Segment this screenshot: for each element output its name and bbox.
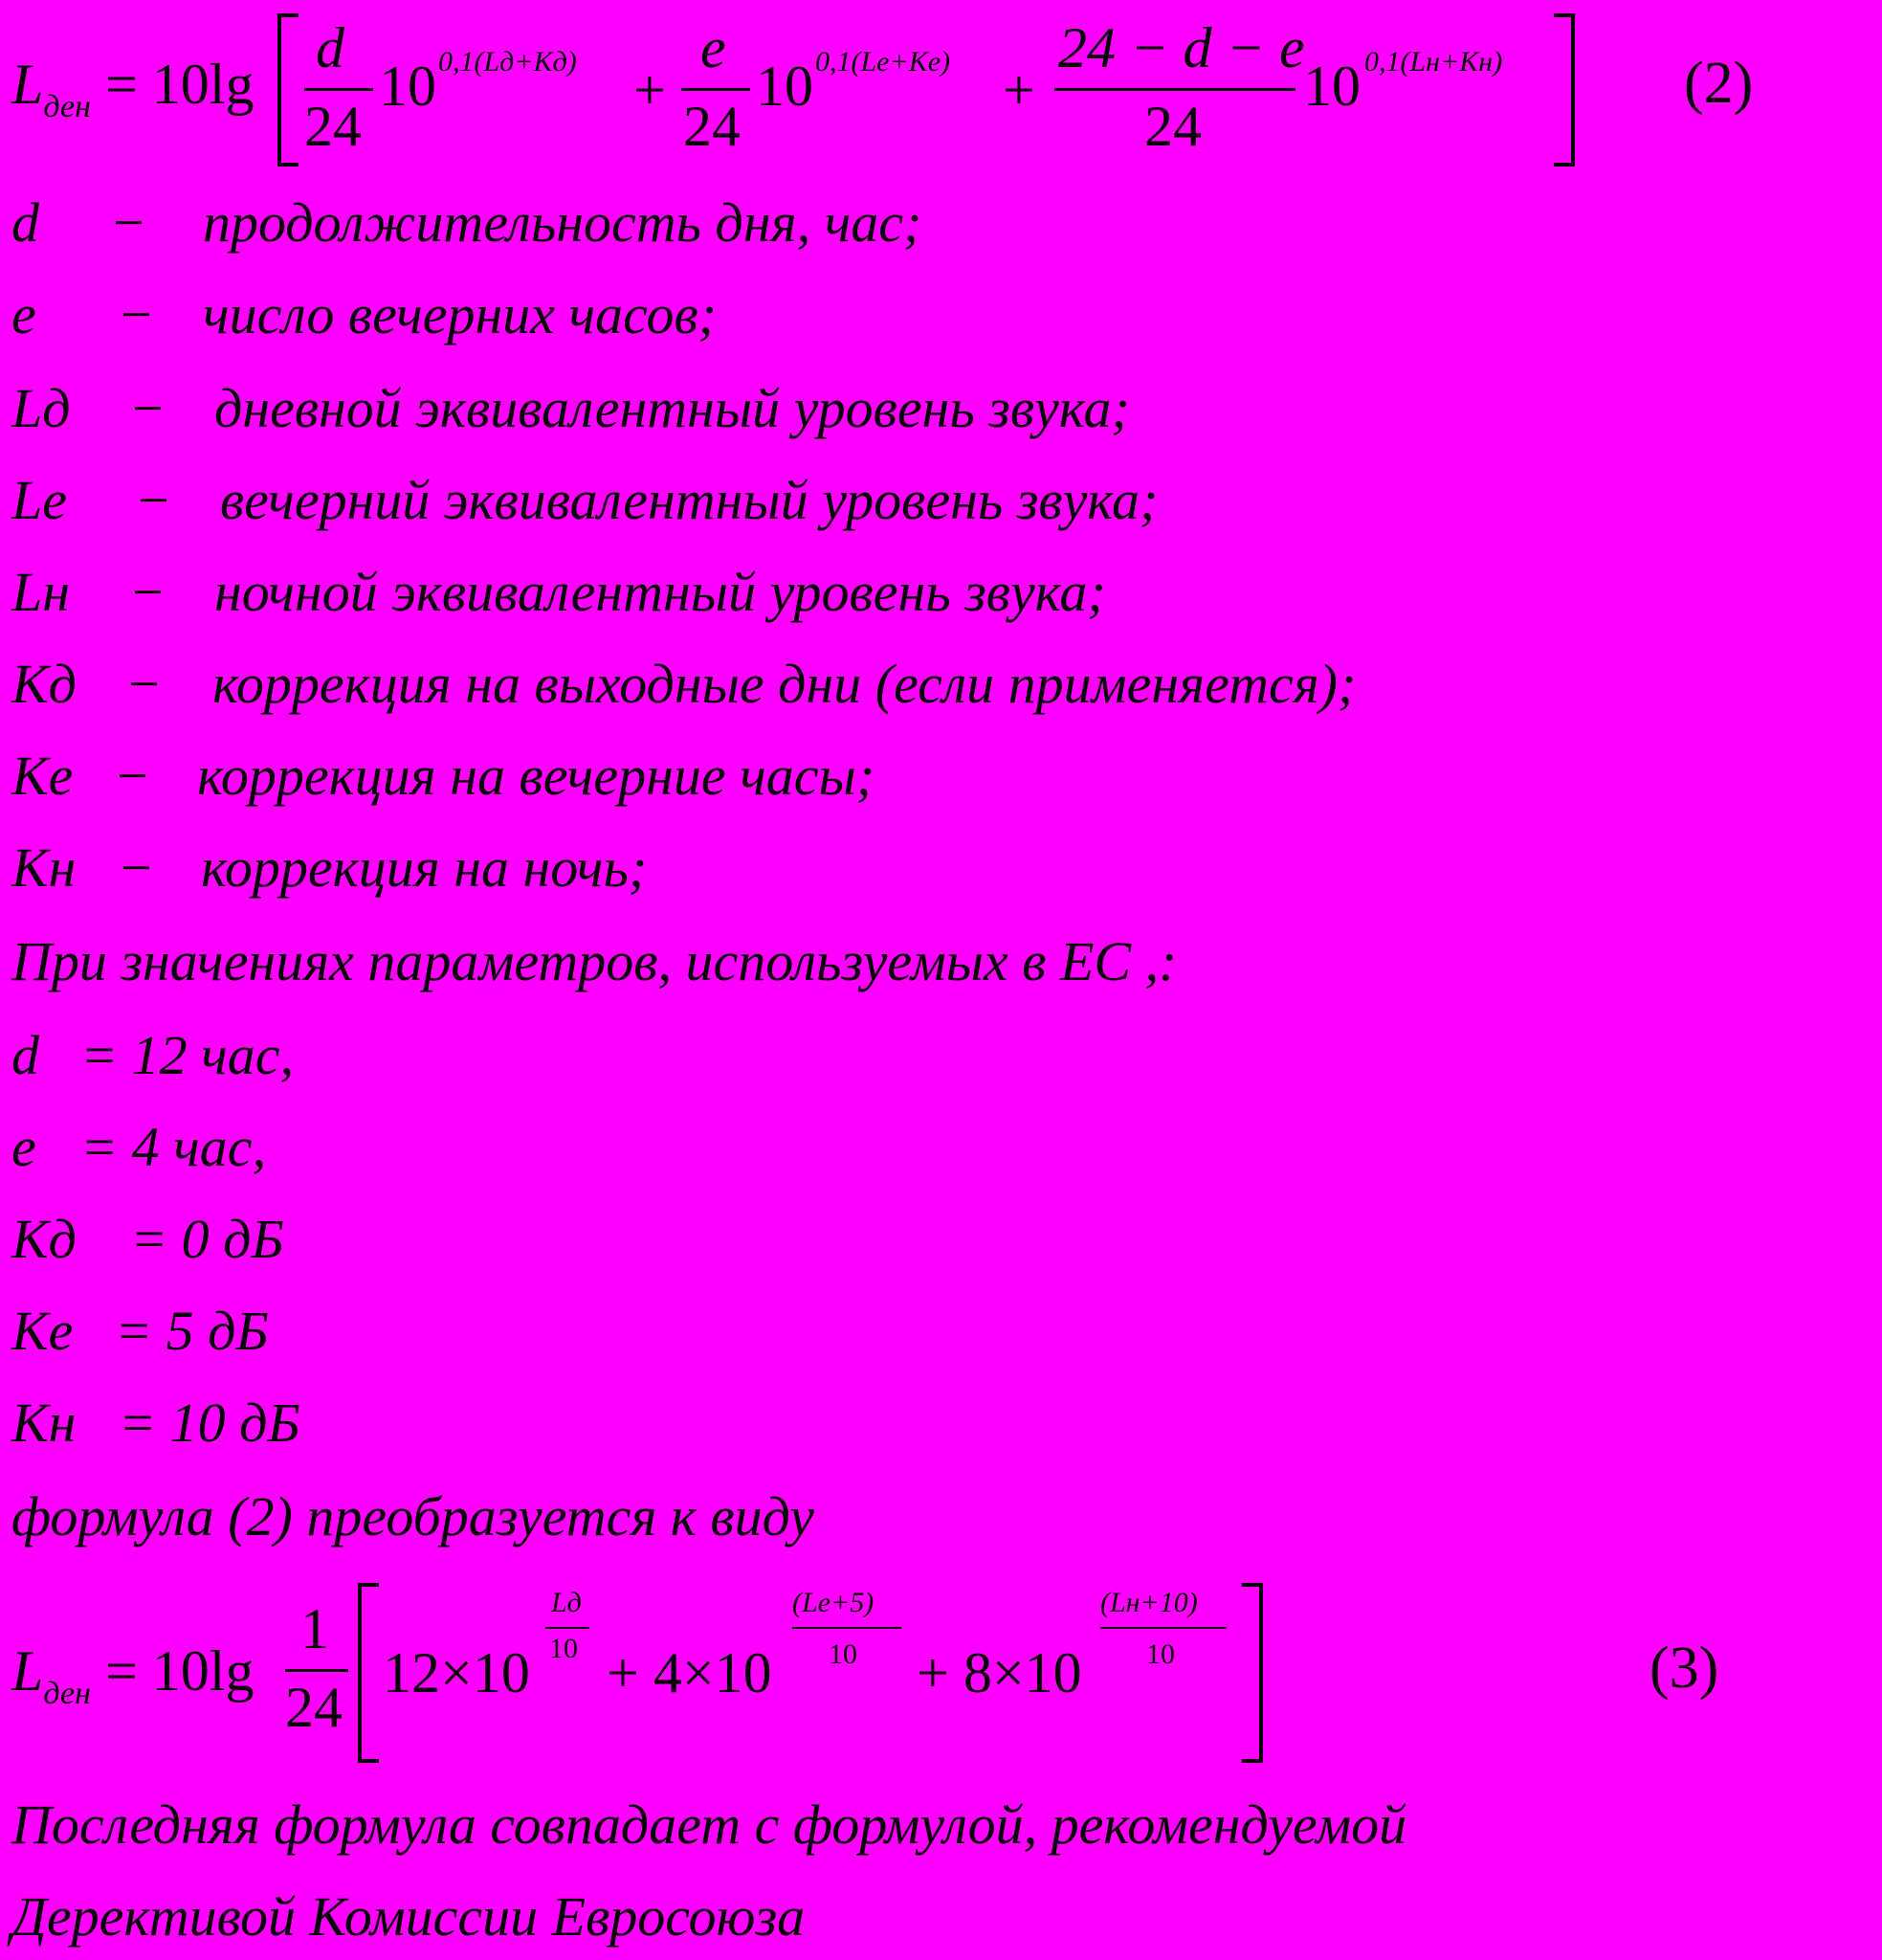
term2-numerator: e bbox=[700, 16, 726, 79]
lhs-subscript: ден bbox=[43, 89, 91, 124]
term2-fraction-bar bbox=[681, 88, 750, 91]
param-value: = 10 дБ bbox=[119, 1392, 300, 1454]
term2-exp-numerator: (Le+5) bbox=[792, 1587, 875, 1618]
term2-exponent: 0,1(Le+Ke) bbox=[815, 46, 951, 78]
formula-2-equals-log: = 10lg bbox=[104, 53, 255, 116]
formula-2-left-bracket bbox=[277, 13, 299, 167]
formula-3-lhs bbox=[11, 1639, 255, 1711]
param-symbol: d bbox=[11, 1024, 39, 1086]
definition-text: число вечерних часов; bbox=[203, 283, 717, 345]
definition-text: ночной эквивалентный уровень звука; bbox=[214, 561, 1106, 623]
param-value: = 4 час, bbox=[80, 1116, 267, 1178]
transform-text: формула (2) преобразуется к виду bbox=[11, 1485, 814, 1548]
term1-exponent: 0,1(Lд+Kд) bbox=[438, 46, 577, 78]
term3-exp-denominator: 10 bbox=[1146, 1638, 1175, 1670]
lhs-symbol: L bbox=[11, 53, 44, 116]
definition-symbol: Le bbox=[11, 469, 67, 531]
term3-exp-numerator: (Lн+10) bbox=[1100, 1587, 1198, 1618]
definition-text: коррекция на ночь; bbox=[201, 836, 648, 899]
definition-dash: − bbox=[121, 836, 152, 899]
term2-denominator: 24 bbox=[683, 95, 741, 158]
definition-symbol: Kд bbox=[11, 653, 77, 715]
definition-dash: − bbox=[128, 653, 160, 715]
conclusion-line-2: Дерективой Комиссии Евросоюза bbox=[11, 1885, 806, 1948]
formula-3-number: (3) bbox=[1650, 1636, 1719, 1701]
formula-2-number: (2) bbox=[1684, 51, 1754, 116]
definition-text: вечерний эквивалентный уровень звука; bbox=[220, 469, 1159, 531]
param-symbol: Kд bbox=[11, 1208, 77, 1270]
term1-denominator: 24 bbox=[304, 95, 362, 158]
definition-dash: − bbox=[132, 377, 164, 439]
param-value: = 0 дБ bbox=[130, 1208, 284, 1270]
term1-base: 10 bbox=[379, 55, 436, 118]
conclusion-line-1: Последняя формула совпадает с формулой, рекомендуемой bbox=[11, 1793, 1407, 1856]
plus-sign-2: + bbox=[1003, 58, 1035, 122]
frac-numerator: 1 bbox=[300, 1597, 329, 1660]
term1-fraction-bar bbox=[304, 88, 373, 91]
lhs-symbol: L bbox=[11, 1639, 44, 1703]
term1-exp-bar bbox=[545, 1627, 589, 1629]
definition-dash: − bbox=[117, 745, 148, 807]
definition-dash: − bbox=[121, 283, 152, 345]
term1-exp-numerator: Lд bbox=[551, 1587, 582, 1618]
params-intro: При значениях параметров, используемых в ЕС ,: bbox=[11, 930, 1178, 992]
term3-exp-bar bbox=[1100, 1627, 1227, 1629]
lhs-subscript: ден bbox=[43, 1676, 91, 1711]
formula-3-equals-log: = 10lg bbox=[104, 1639, 255, 1703]
definition-symbol: e bbox=[11, 283, 36, 345]
param-symbol: e bbox=[11, 1116, 36, 1178]
formula-2-right-bracket bbox=[1554, 13, 1575, 167]
definition-symbol: Lд bbox=[11, 377, 71, 439]
frac-bar bbox=[285, 1669, 348, 1672]
definition-text: коррекция на выходные дни (если применяется); bbox=[212, 653, 1357, 715]
term3-base: 10 bbox=[1303, 55, 1361, 118]
formula-3-right-bracket bbox=[1242, 1583, 1263, 1763]
term3-denominator: 24 bbox=[1144, 95, 1202, 158]
param-symbol: Ke bbox=[11, 1300, 74, 1362]
term3-fraction-bar bbox=[1054, 88, 1295, 91]
definition-dash: − bbox=[113, 191, 144, 254]
definition-text: коррекция на вечерние часы; bbox=[197, 745, 875, 807]
definition-text: продолжительность дня, час; bbox=[203, 191, 922, 254]
term2-base: 10 bbox=[756, 55, 813, 118]
frac-denominator: 24 bbox=[285, 1676, 343, 1739]
term3-exponent: 0,1(Lн+Kн) bbox=[1364, 46, 1503, 78]
term2-exp-denominator: 10 bbox=[829, 1638, 857, 1670]
term1-coef-base: 12×10 bbox=[383, 1641, 530, 1704]
definition-dash: − bbox=[138, 469, 169, 531]
definition-symbol: Ke bbox=[11, 745, 74, 807]
term3-coef-base: + 8×10 bbox=[917, 1641, 1082, 1704]
definition-row bbox=[11, 191, 39, 254]
definition-symbol: Lн bbox=[11, 561, 71, 623]
param-value: = 5 дБ bbox=[115, 1300, 269, 1362]
term3-numerator: 24 − d − e bbox=[1058, 16, 1305, 79]
param-value: = 12 час, bbox=[80, 1024, 295, 1086]
definition-symbol: d bbox=[11, 191, 39, 254]
definition-dash: − bbox=[132, 561, 164, 623]
term1-numerator: d bbox=[316, 16, 344, 79]
formula-2-lhs bbox=[11, 53, 255, 124]
term2-coef-base: + 4×10 bbox=[607, 1641, 772, 1704]
definition-text: дневной эквивалентный уровень звука; bbox=[214, 377, 1130, 439]
plus-sign-1: + bbox=[633, 58, 666, 122]
term2-exp-bar bbox=[792, 1627, 901, 1629]
param-symbol: Kн bbox=[11, 1392, 77, 1454]
formula-3-left-bracket bbox=[358, 1583, 379, 1763]
term1-exp-denominator: 10 bbox=[549, 1633, 578, 1664]
definition-symbol: Kн bbox=[11, 836, 77, 899]
